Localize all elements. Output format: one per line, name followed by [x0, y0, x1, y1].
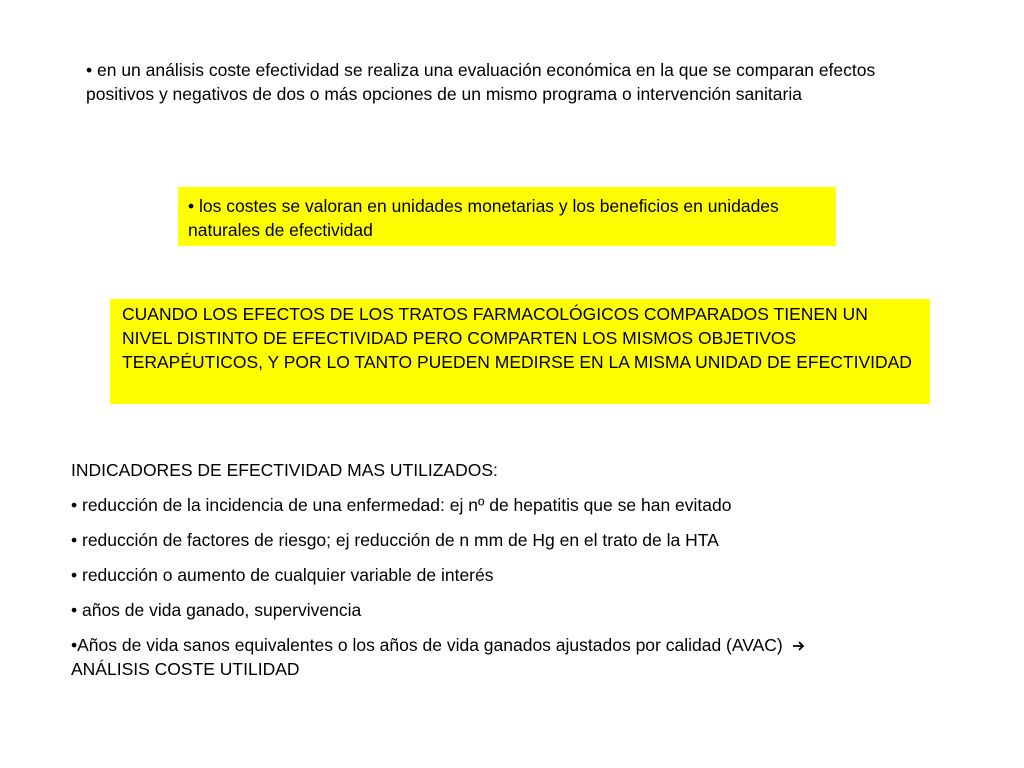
right-arrow-icon	[792, 633, 806, 657]
list-item-text: •Años de vida sanos equivalentes o los años de vida ganados ajustados por calidad (AVAC)	[71, 635, 783, 655]
indicators-heading: INDICADORES DE EFECTIVIDAD MAS UTILIZADOS:	[71, 460, 498, 480]
highlight-box-effects: CUANDO LOS EFECTOS DE LOS TRATOS FARMACOLÓGICOS COMPARADOS TIENEN UN NIVEL DISTINTO DE EFECTIVIDAD PERO COMPARTEN LOS MISMOS OBJETIVOS TERAPÉUTICOS, Y POR LO TANTO PUEDEN MEDIRSE EN LA MISMA UNIDAD DE EFECTIVIDAD	[110, 299, 930, 404]
list-item: • reducción de factores de riesgo; ej reducción de n mm de Hg en el trato de la HTA	[71, 530, 719, 550]
list-item-avac	[71, 633, 971, 657]
list-item: • reducción de la incidencia de una enfermedad: ej nº de hepatitis que se han evitado	[71, 495, 732, 515]
highlight-box-costs: • los costes se valoran en unidades monetarias y los beneficios en unidades naturales de efectividad	[178, 187, 836, 246]
list-item-continuation: ANÁLISIS COSTE UTILIDAD	[71, 659, 300, 679]
list-item: • reducción o aumento de cualquier variable de interés	[71, 565, 494, 585]
indicators-section	[71, 458, 971, 692]
list-item: • años de vida ganado, supervivencia	[71, 600, 362, 620]
intro-text: • en un análisis coste efectividad se realiza una evaluación económica en la que se comparan efectos positivos y negativos de dos o más opciones de un mismo programa o intervención sanitaria	[86, 60, 876, 104]
